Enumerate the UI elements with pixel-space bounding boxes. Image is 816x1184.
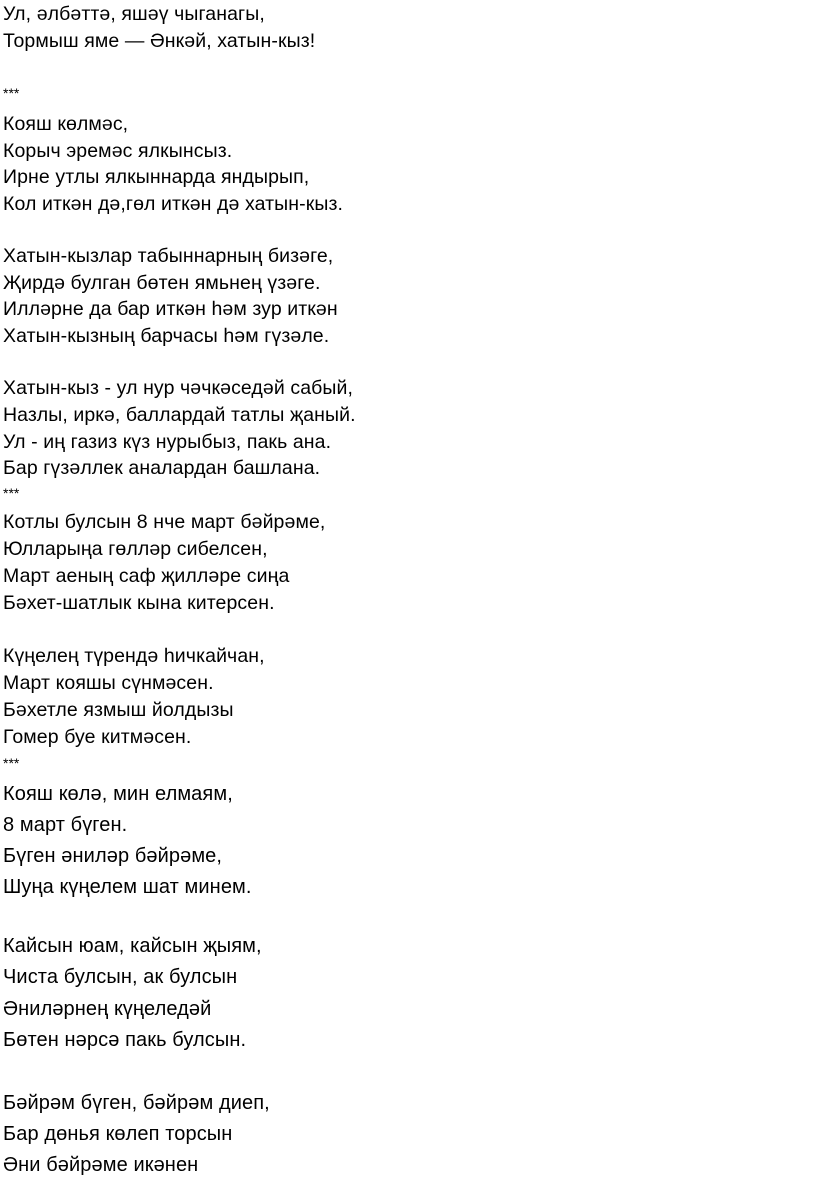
- poem-line: Кояш көлә, мин елмаям,: [3, 783, 233, 805]
- poem-line: Әни бәйрәме икәнен: [3, 1154, 199, 1176]
- poem-line: Кайсын юам, кайсын җыям,: [3, 935, 262, 957]
- poem-line: Ул, әлбәттә, яшәү чыганагы,: [3, 3, 265, 25]
- poem-line: Бәхет-шатлык кына китерсен.: [3, 592, 275, 614]
- poem-line: Тормыш яме — Әнкәй, хатын-кыз!: [3, 30, 316, 52]
- poem-line: Корыч эремәс ялкынсыз.: [3, 140, 233, 162]
- poem-line: Назлы, иркә, баллардай татлы җаный.: [3, 404, 356, 426]
- poem-line: Бүген әниләр бәйрәме,: [3, 845, 223, 867]
- poem-line: Ирне утлы ялкыннарда яндырып,: [3, 166, 310, 188]
- poem-line: Кол иткән дә,гөл иткән дә хатын-кыз.: [3, 193, 344, 215]
- poem-line: Бар дөнья көлеп торсын: [3, 1123, 233, 1145]
- poem-line: Юлларыңа гөлләр сибелсен,: [3, 538, 268, 560]
- poem-line: Хатын-кыз - ул нур чәчкәседәй сабый,: [3, 377, 354, 399]
- poem-line: Илләрне да бар иткән һәм зур иткән: [3, 298, 338, 320]
- poem-line: Бәйрәм бүген, бәйрәм диеп,: [3, 1092, 270, 1114]
- poem-line: Хатын-кызның барчасы һәм гүзәле.: [3, 325, 330, 347]
- poem-line: 8 март бүген.: [3, 814, 128, 836]
- poem-line: Март кояшы сүнмәсен.: [3, 672, 214, 694]
- section-divider: ***: [3, 755, 20, 771]
- poem-line: Күңелең түрендә һичкайчан,: [3, 645, 265, 667]
- poem-line: Бар гүзәллек аналардан башлана.: [3, 457, 321, 479]
- poem-line: Котлы булсын 8 нче март бәйрәме,: [3, 511, 326, 533]
- poem-line: Ул - иң газиз күз нурыбыз, пакь ана.: [3, 431, 332, 453]
- poem-line: Бәхетле язмыш йолдызы: [3, 699, 234, 721]
- poem-line: Гомер буе китмәсен.: [3, 726, 192, 748]
- poem-line: Кояш көлмәс,: [3, 113, 129, 135]
- poem-line: Җирдә булган бөтен ямьнең үзәге.: [3, 272, 321, 294]
- poem-line: Шуңа күңелем шат минем.: [3, 876, 252, 898]
- section-divider: ***: [3, 485, 20, 501]
- poem-line: Март аеның саф җилләре сиңа: [3, 565, 290, 587]
- poem-line: Бөтен нәрсә пакь булсын.: [3, 1029, 247, 1051]
- poem-line: Чиста булсын, ак булсын: [3, 966, 238, 988]
- section-divider: ***: [3, 85, 20, 101]
- poem-line: Әниләрнең күңеледәй: [3, 998, 212, 1020]
- poem-line: Хатын-кызлар табыннарның бизәге,: [3, 245, 334, 267]
